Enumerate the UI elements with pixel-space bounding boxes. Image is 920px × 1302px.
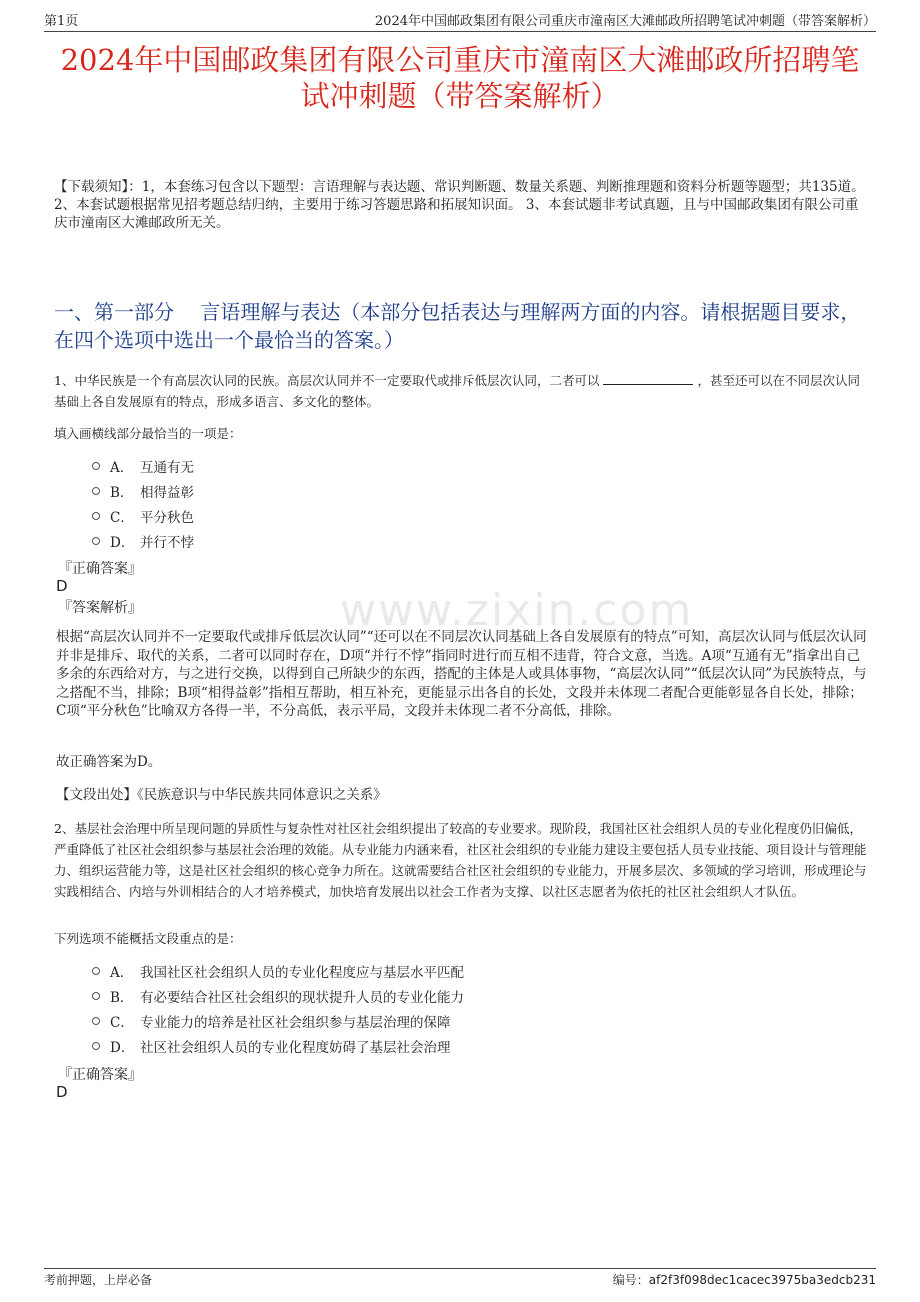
header-divider xyxy=(44,31,876,32)
title-line-2: 试冲刺题（带答案解析） xyxy=(300,79,620,113)
document-title xyxy=(40,42,880,114)
answer-label: 『正确答案』 xyxy=(58,1067,142,1083)
section-heading: 一、第一部分 言语理解与表达（本部分包括表达与理解两方面的内容。请根据题目要求，在四个选项中选出一个最恰当的答案。） xyxy=(54,300,861,352)
option-c[interactable]: C． 平分秋色 xyxy=(92,503,194,528)
question-1-options xyxy=(92,453,194,553)
option-b[interactable]: B． 相得益彰 xyxy=(92,478,194,503)
answer-value: D xyxy=(56,1083,68,1101)
option-d[interactable]: D． 社区社会组织人员的专业化程度妨碍了基层社会治理 xyxy=(92,1033,464,1058)
answer-label: 『正确答案』 xyxy=(58,561,142,577)
code-label: 编号： xyxy=(612,1273,649,1287)
radio-icon[interactable] xyxy=(92,1017,100,1025)
footer-divider xyxy=(44,1268,876,1269)
radio-icon[interactable] xyxy=(92,967,100,975)
code-value: af2f3f098dec1cacec3975ba3edcb231 xyxy=(648,1273,876,1287)
radio-icon[interactable] xyxy=(92,462,100,470)
analysis-text: 根据“高层次认同并不一定要取代或排斥低层次认同”“还可以在不同层次认同基础上各自发展原有的特点”可知，高层次认同与低层次认同并非是排斥、取代的关系，二者可以同时存在，D项“并行不悖”指同时进行而互相不违背，符合文意，当选。A项“互通有无”指拿出自己多余的东西给对方，与之进行交换，以得到自己所缺少的东西，搭配的主体是人或具体事物，“高层次认同”“低层次认同”为民族特点，与之搭配不当，排除；B项“相得益彰”指相互帮助，相互补充，更能显示出各自的长处，文段并未体现二者配合更能彰显各自长处，排除；C项“平分秋色”比喻双方各得一半，不分高低，表示平局，文段并未体现二者不分高低，排除。 xyxy=(56,629,867,719)
option-a[interactable]: A． 互通有无 xyxy=(92,453,194,478)
option-c[interactable]: C． 专业能力的培养是社区社会组织参与基层治理的保障 xyxy=(92,1008,464,1033)
conclusion-text: 故正确答案为D。 xyxy=(56,754,162,770)
question-1-stem-part-a: 1、中华民族是一个有高层次认同的民族。高层次认同并不一定要取代或排斥低层次认同，二者可以 xyxy=(54,373,600,388)
radio-icon[interactable] xyxy=(92,992,100,1000)
download-notice: 【下载须知】：1，本套练习包含以下题型：言语理解与表达题、常识判断题、数量关系题、判断推理题和资料分析题等题型；共135道。 2、本套试题根据常见招考题总结归纳，主要用于练习答题思路和拓展知识面。 3、本套试题非考试真题，且与中国邮政集团有限公司重庆市潼南区大滩邮政所无关。 xyxy=(54,179,865,231)
option-b[interactable]: B． 有必要结合社区社会组织的现状提升人员的专业化能力 xyxy=(92,983,464,1008)
answer-value: D xyxy=(56,577,68,595)
question-2-options xyxy=(92,958,464,1058)
watermark: www.zixin.com xyxy=(340,585,694,636)
option-a[interactable]: A． 我国社区社会组织人员的专业化程度应与基层水平匹配 xyxy=(92,958,464,983)
question-1-prompt: 填入画横线部分最恰当的一项是： xyxy=(54,426,242,441)
radio-icon[interactable] xyxy=(92,537,100,545)
option-d[interactable]: D． 并行不悖 xyxy=(92,528,194,553)
question-1-stem xyxy=(54,370,868,412)
radio-icon[interactable] xyxy=(92,487,100,495)
footer-slogan: 考前押题，上岸必备 xyxy=(44,1273,153,1287)
page-number: 第1页 xyxy=(44,14,79,29)
document-code xyxy=(613,1271,876,1288)
question-1-stem-part-b: ，甚至还可以在不同层次认同基础上各自发展原有的特点，形成多语言、多文化的整体。 xyxy=(54,373,860,409)
question-2-prompt: 下列选项不能概括文段重点的是： xyxy=(54,931,242,946)
analysis-label: 『答案解析』 xyxy=(58,600,142,616)
radio-icon[interactable] xyxy=(92,1042,100,1050)
running-header-title: 2024年中国邮政集团有限公司重庆市潼南区大滩邮政所招聘笔试冲刺题（带答案解析） xyxy=(374,14,876,29)
question-2-stem: 2、基层社会治理中所呈现问题的异质性与复杂性对社区社会组织提出了较高的专业要求。现阶段，我国社区社会组织人员的专业化程度仍旧偏低，严重降低了社区社会组织参与基层社会治理的效能。从专业能力内涵来看，社区社会组织的专业能力建设主要包括人员专业技能、项目设计与管理能力、组织运营能力等，这是社区社会组织的核心竞争力所在。这就需要结合社区社会组织的专业能力，开展多层次、多领域的学习培训，形成理论与实践相结合、内培与外训相结合的人才培养模式，加快培育发展出以社会工作者为支撑、以社区志愿者为依托的社区社会组织人才队伍。 xyxy=(54,821,867,899)
radio-icon[interactable] xyxy=(92,512,100,520)
source-text: 【文段出处】《民族意识与中华民族共同体意识之关系》 xyxy=(56,787,387,803)
title-line-1: 2024年中国邮政集团有限公司重庆市潼南区大滩邮政所招聘笔 xyxy=(60,43,860,77)
fill-blank-line xyxy=(603,374,693,385)
